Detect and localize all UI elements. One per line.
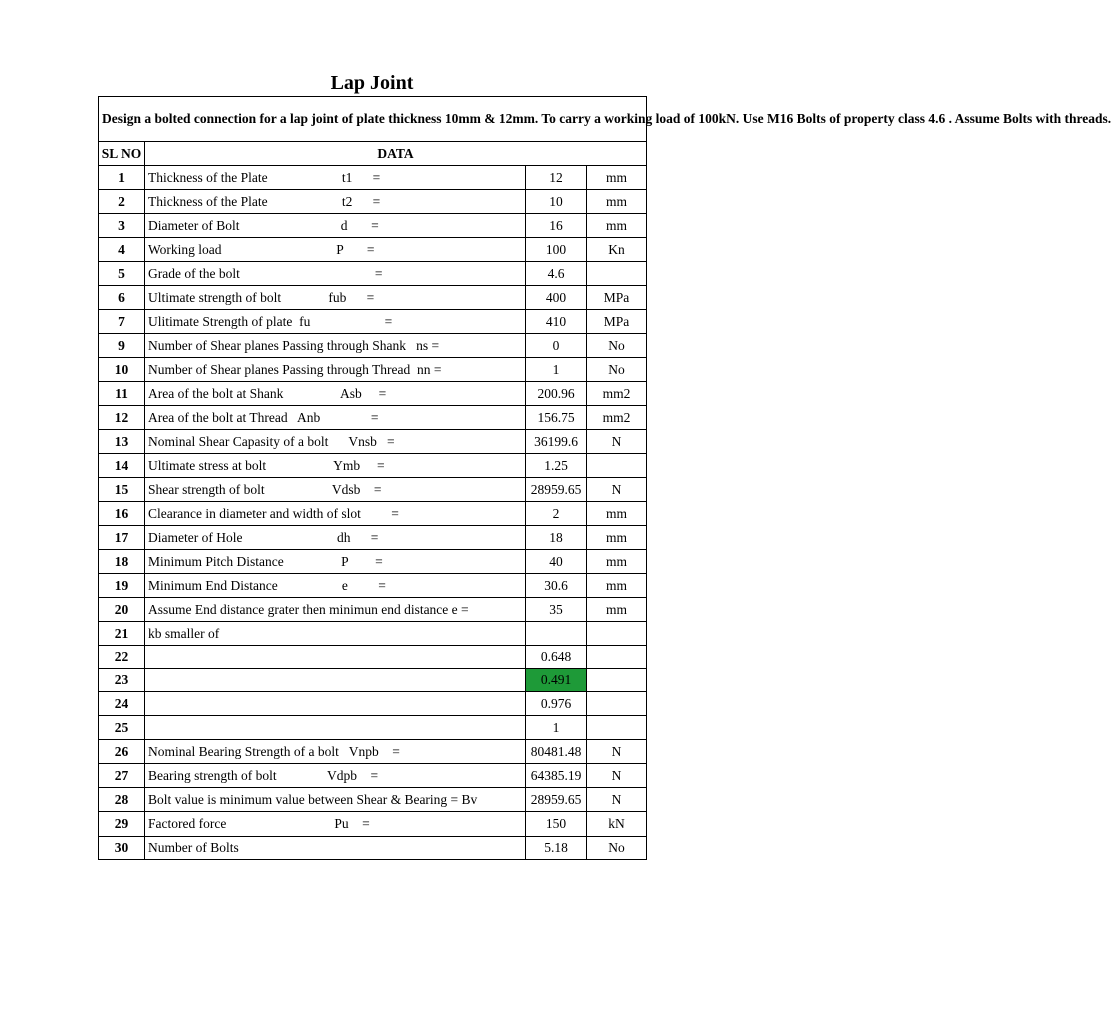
unit-cell: mm2: [587, 406, 647, 430]
sl-number-cell: 13: [99, 430, 145, 454]
description-cell: Shear strength of bolt Vdsb =: [145, 478, 526, 502]
table-row: [99, 646, 647, 669]
value-cell: 1: [526, 358, 587, 382]
table-row: [99, 430, 647, 454]
unit-cell: mm: [587, 214, 647, 238]
problem-statement: Design a bolted connection for a lap joint of plate thickness 10mm & 12mm. To carry a working load of 100kN. Use M16 Bolts of property class 4.6 . Assume Bolts with threads.: [99, 97, 647, 142]
value-cell: 1: [526, 716, 587, 740]
value-cell: 410: [526, 310, 587, 334]
table-row: [99, 502, 647, 526]
sl-number-cell: 29: [99, 812, 145, 837]
unit-cell: N: [587, 430, 647, 454]
value-cell: 0.491: [526, 669, 587, 692]
description-cell: Grade of the bolt =: [145, 262, 526, 286]
sl-number-cell: 23: [99, 669, 145, 692]
table-row: [99, 788, 647, 812]
header-row: [99, 142, 647, 166]
unit-cell: No: [587, 334, 647, 358]
description-cell: Number of Shear planes Passing through Thread nn =: [145, 358, 526, 382]
unit-cell: N: [587, 764, 647, 788]
table-row: [99, 764, 647, 788]
description-cell: Working load P =: [145, 238, 526, 262]
table-row: [99, 478, 647, 502]
sl-number-cell: 21: [99, 622, 145, 646]
table-row: [99, 716, 647, 740]
table-row: [99, 166, 647, 190]
description-cell: Diameter of Hole dh =: [145, 526, 526, 550]
unit-cell: mm: [587, 526, 647, 550]
description-cell: Area of the bolt at Thread Anb =: [145, 406, 526, 430]
value-cell: 156.75: [526, 406, 587, 430]
table-row: [99, 382, 647, 406]
sl-number-cell: 27: [99, 764, 145, 788]
unit-cell: N: [587, 740, 647, 764]
sl-number-cell: 5: [99, 262, 145, 286]
unit-cell: [587, 622, 647, 646]
sl-number-cell: 6: [99, 286, 145, 310]
unit-cell: [587, 262, 647, 286]
description-cell: [145, 716, 526, 740]
value-cell: 100: [526, 238, 587, 262]
sl-number-cell: 26: [99, 740, 145, 764]
sl-number-cell: 17: [99, 526, 145, 550]
calculation-table: [98, 96, 1111, 860]
unit-cell: MPa: [587, 286, 647, 310]
description-cell: [145, 692, 526, 716]
value-cell: 10: [526, 190, 587, 214]
unit-cell: [587, 454, 647, 478]
description-cell: Ultimate stress at bolt Ymb =: [145, 454, 526, 478]
table-row: [99, 406, 647, 430]
unit-cell: [587, 692, 647, 716]
sl-number-cell: 25: [99, 716, 145, 740]
unit-cell: kN: [587, 812, 647, 837]
value-cell: 4.6: [526, 262, 587, 286]
value-cell: 150: [526, 812, 587, 837]
description-cell: Assume End distance grater then minimun end distance e =: [145, 598, 526, 622]
description-cell: Factored force Pu =: [145, 812, 526, 837]
sl-number-cell: 16: [99, 502, 145, 526]
description-cell: Thickness of the Plate t1 =: [145, 166, 526, 190]
value-cell: 400: [526, 286, 587, 310]
unit-cell: N: [587, 478, 647, 502]
sl-number-cell: 9: [99, 334, 145, 358]
description-cell: Minimum Pitch Distance P =: [145, 550, 526, 574]
sl-number-cell: 12: [99, 406, 145, 430]
sl-number-cell: 10: [99, 358, 145, 382]
sl-number-cell: 14: [99, 454, 145, 478]
unit-cell: [587, 646, 647, 669]
table-row: [99, 310, 647, 334]
description-cell: Bolt value is minimum value between Shear & Bearing = Bv: [145, 788, 526, 812]
value-cell: 35: [526, 598, 587, 622]
description-cell: Clearance in diameter and width of slot =: [145, 502, 526, 526]
unit-cell: mm: [587, 502, 647, 526]
unit-cell: mm: [587, 550, 647, 574]
value-cell: 1.25: [526, 454, 587, 478]
table-row: [99, 358, 647, 382]
sl-number-cell: 22: [99, 646, 145, 669]
description-cell: Bearing strength of bolt Vdpb =: [145, 764, 526, 788]
value-cell: 36199.6: [526, 430, 587, 454]
table-row: [99, 574, 647, 598]
value-cell: 0.976: [526, 692, 587, 716]
unit-cell: No: [587, 358, 647, 382]
table-row: [99, 190, 647, 214]
sl-number-cell: 4: [99, 238, 145, 262]
page-title: Lap Joint: [330, 72, 414, 94]
value-cell: 80481.48: [526, 740, 587, 764]
sl-number-cell: 28: [99, 788, 145, 812]
value-cell: [526, 622, 587, 646]
table-row: [99, 526, 647, 550]
description-cell: [145, 669, 526, 692]
table-row: [99, 334, 647, 358]
sl-number-cell: 2: [99, 190, 145, 214]
sl-number-cell: 20: [99, 598, 145, 622]
sl-number-cell: 15: [99, 478, 145, 502]
unit-cell: mm: [587, 190, 647, 214]
unit-cell: MPa: [587, 310, 647, 334]
table-row: [99, 262, 647, 286]
unit-cell: N: [587, 788, 647, 812]
description-cell: Number of Bolts: [145, 837, 526, 860]
sl-number-cell: 19: [99, 574, 145, 598]
sl-number-cell: 18: [99, 550, 145, 574]
value-cell: 64385.19: [526, 764, 587, 788]
table-row: [99, 669, 647, 692]
description-cell: Diameter of Bolt d =: [145, 214, 526, 238]
unit-cell: mm: [587, 574, 647, 598]
sl-number-cell: 3: [99, 214, 145, 238]
table-row: [99, 622, 647, 646]
value-cell: 28959.65: [526, 478, 587, 502]
unit-cell: mm2: [587, 382, 647, 406]
description-cell: kb smaller of: [145, 622, 526, 646]
unit-cell: [587, 669, 647, 692]
table-row: [99, 214, 647, 238]
table-row: [99, 454, 647, 478]
description-cell: Nominal Shear Capasity of a bolt Vnsb =: [145, 430, 526, 454]
description-cell: Ulitimate Strength of plate fu =: [145, 310, 526, 334]
value-cell: 16: [526, 214, 587, 238]
unit-cell: [587, 716, 647, 740]
table-row: [99, 238, 647, 262]
value-cell: 12: [526, 166, 587, 190]
table-row: [99, 286, 647, 310]
value-cell: 2: [526, 502, 587, 526]
value-cell: 0: [526, 334, 587, 358]
sl-number-cell: 7: [99, 310, 145, 334]
table-row: [99, 740, 647, 764]
value-cell: 40: [526, 550, 587, 574]
table-row: [99, 598, 647, 622]
value-cell: 28959.65: [526, 788, 587, 812]
description-cell: Minimum End Distance e =: [145, 574, 526, 598]
value-cell: 5.18: [526, 837, 587, 860]
description-cell: [145, 646, 526, 669]
sl-number-cell: 11: [99, 382, 145, 406]
unit-cell: mm: [587, 166, 647, 190]
description-cell: Thickness of the Plate t2 =: [145, 190, 526, 214]
problem-statement-row: [99, 97, 647, 142]
unit-cell: Kn: [587, 238, 647, 262]
table-row: [99, 692, 647, 716]
description-cell: Number of Shear planes Passing through Shank ns =: [145, 334, 526, 358]
table-row: [99, 837, 647, 860]
table-row: [99, 550, 647, 574]
value-cell: 0.648: [526, 646, 587, 669]
header-data: DATA: [145, 142, 647, 166]
unit-cell: No: [587, 837, 647, 860]
unit-cell: mm: [587, 598, 647, 622]
sl-number-cell: 24: [99, 692, 145, 716]
description-cell: Ultimate strength of bolt fub =: [145, 286, 526, 310]
value-cell: 200.96: [526, 382, 587, 406]
sl-number-cell: 1: [99, 166, 145, 190]
description-cell: Nominal Bearing Strength of a bolt Vnpb =: [145, 740, 526, 764]
sl-number-cell: 30: [99, 837, 145, 860]
value-cell: 18: [526, 526, 587, 550]
value-cell: 30.6: [526, 574, 587, 598]
description-cell: Area of the bolt at Shank Asb =: [145, 382, 526, 406]
table-row: [99, 812, 647, 837]
header-sl-no: SL NO: [99, 142, 145, 166]
